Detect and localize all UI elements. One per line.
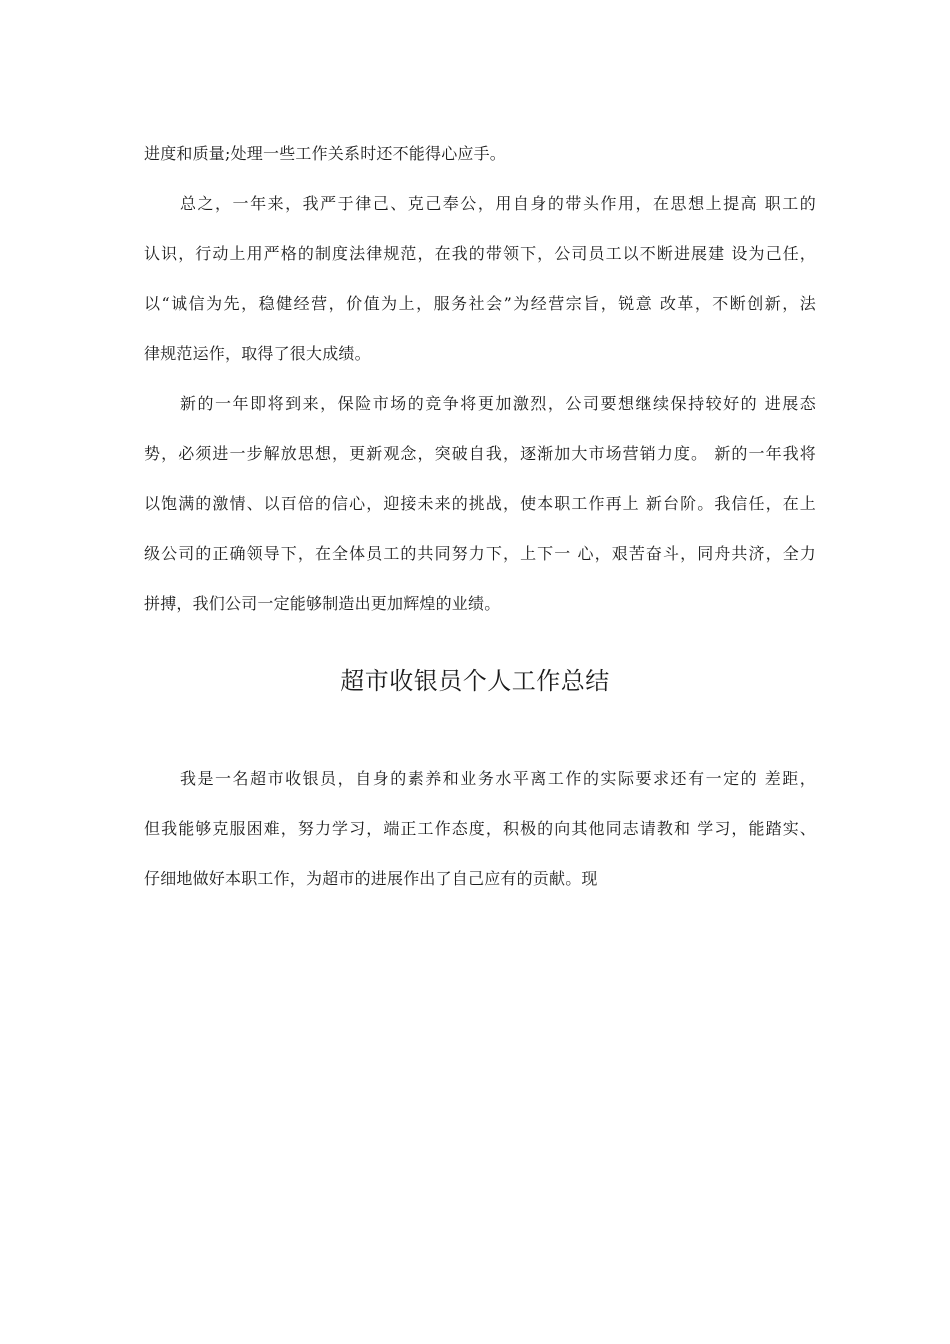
- paragraph-line: 认识，行动上用严格的制度法律规范，在我的带领下，公司员工以不断进展建 设为己任，: [144, 244, 816, 263]
- paragraph-line: 新的一年即将到来，保险市场的竞争将更加激烈，公司要想继续保持较好的 进展态: [180, 394, 816, 413]
- paragraph-line: 势，必须进一步解放思想，更新观念，突破自我，逐渐加大市场营销力度。 新的一年我将: [144, 444, 816, 463]
- paragraph-line: 级公司的正确领导下，在全体员工的共同努力下，上下一 心，艰苦奋斗，同舟共济，全力: [144, 544, 816, 563]
- paragraph-line: 总之，一年来，我严于律己、克己奉公，用自身的带头作用，在思想上提高 职工的: [180, 194, 816, 213]
- paragraph-line: 但我能够克服困难，努力学习，端正工作态度，积极的向其他同志请教和 学习，能踏实、: [144, 819, 816, 838]
- paragraph-line: 仔细地做好本职工作，为超市的进展作出了自己应有的贡献。现: [144, 869, 598, 888]
- paragraph-line: 以饱满的激情、以百倍的信心，迎接未来的挑战，使本职工作再上 新台阶。我信任，在上: [144, 494, 816, 513]
- paragraph-line: 拼搏，我们公司一定能够制造出更加辉煌的业绩。: [144, 594, 501, 613]
- paragraph-line: 律规范运作，取得了很大成绩。: [144, 344, 371, 363]
- paragraph-line: 以“诚信为先，稳健经营，价值为上，服务社会”为经营宗旨，锐意 改革，不断创新，法: [144, 294, 816, 313]
- paragraph-line: 我是一名超市收银员，自身的素养和业务水平离工作的实际要求还有一定的 差距，: [180, 769, 816, 788]
- paragraph-line: 进度和质量;处理一些工作关系时还不能得心应手。: [144, 144, 506, 163]
- section-title: 超市收银员个人工作总结: [340, 667, 610, 695]
